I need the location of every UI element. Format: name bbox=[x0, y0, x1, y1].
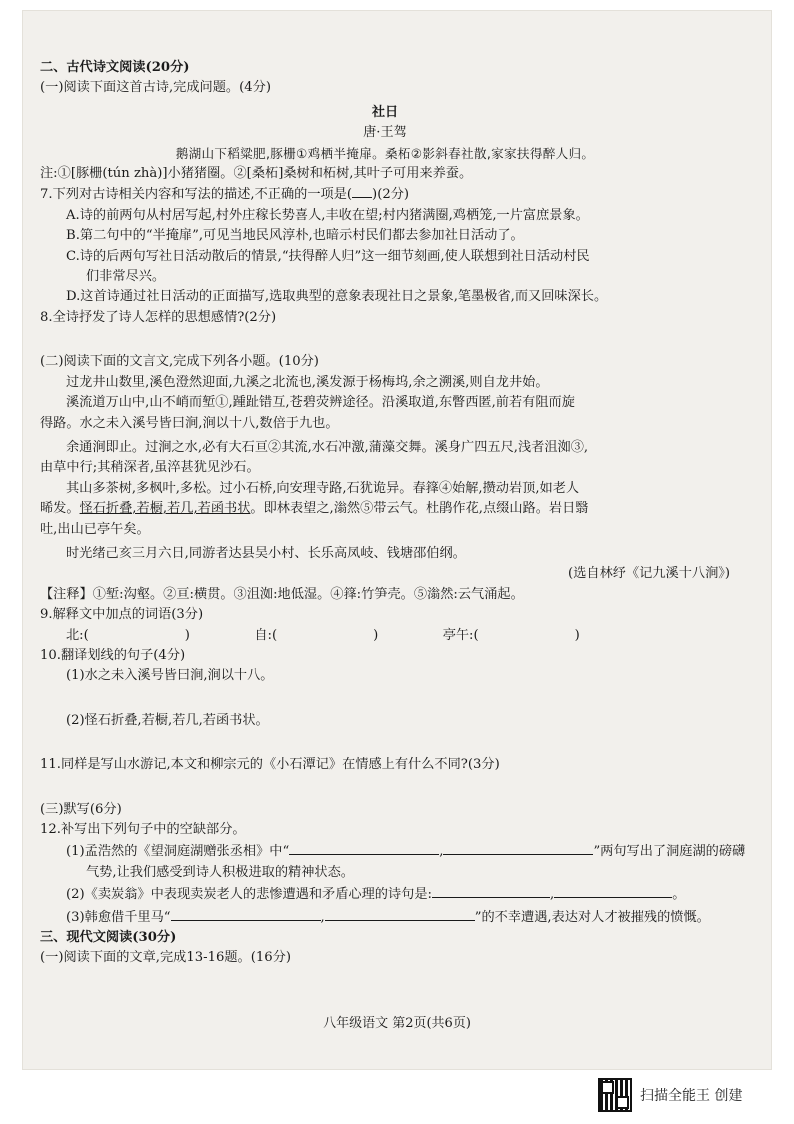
passage-p4-end: 吐,出山已亭午矣。 bbox=[40, 521, 150, 537]
passage-p2: 溪流道万山中,山不峭而堑①,踵趾错互,苍碧荧辨途径。沿溪取道,东瞥西匿,前若有阻而旋 bbox=[66, 395, 575, 411]
q12-1-blank-b[interactable] bbox=[443, 840, 593, 855]
q12-2-blank-b[interactable] bbox=[554, 883, 672, 898]
passage-p3-cont: 由草中行;其稍深者,虽淬甚犹见沙石。 bbox=[40, 460, 260, 476]
exam-content bbox=[40, 58, 746, 969]
q7-option-c: C.诗的后两句写社日活动散后的情景,“扶得醉人归”这一细节刻画,使人联想到社日活动村民 bbox=[66, 248, 590, 264]
q7-option-c-cont: 们非常尽兴。 bbox=[86, 269, 166, 285]
q9-item-bei: 北:( bbox=[66, 627, 89, 643]
q12-3-comma: , bbox=[320, 909, 325, 925]
passage-p4: 其山多茶树,多枫叶,多松。过小石桥,向安理寺路,石犹诡异。春箨④始解,攒动岩顶,如老人 bbox=[66, 480, 580, 496]
q12-item-1-cont: 气势,让我们感受到诗人积极进取的精神状态。 bbox=[86, 864, 354, 880]
scanner-label: 扫描全能王 创建 bbox=[640, 1088, 743, 1104]
passage-p4-cont bbox=[40, 499, 730, 519]
passage-notes: 【注释】①堑:沟壑。②亘:横贯。③沮洳:地低湿。④箨:竹笋壳。⑤滃然:云气涌起。 bbox=[40, 586, 524, 602]
q12-2-comma: , bbox=[550, 887, 555, 903]
qr-code-icon bbox=[598, 1078, 632, 1112]
q7-answer-blank[interactable] bbox=[352, 184, 372, 198]
q12-3-blank-a[interactable] bbox=[171, 906, 321, 921]
q12-2-text: (2)《卖炭翁》中表现卖炭老人的悲惨遭遇和矛盾心理的诗句是: bbox=[66, 887, 432, 903]
q12-3-text-end: ”的不幸遭遇,表达对人才被摧残的愤慨。 bbox=[474, 909, 710, 925]
q9-items bbox=[40, 626, 730, 646]
poem-author: 唐·王驾 bbox=[363, 125, 407, 141]
passage-p4-start: 晞发。 bbox=[40, 501, 80, 517]
q12-1-blank-a[interactable] bbox=[289, 840, 439, 855]
q12-3-text: (3)韩愈借千里马“ bbox=[66, 909, 171, 925]
q12-1-text: (1)孟浩然的《望洞庭湖赠张丞相》中“ bbox=[66, 844, 290, 860]
scanner-watermark bbox=[598, 1078, 742, 1112]
passage-p2-cont: 得路。水之未入溪号皆曰涧,涧以十八,数倍于九也。 bbox=[40, 415, 339, 431]
poem-text: 鹅湖山下稻粱肥,豚栅①鸡栖半掩扉。桑柘②影斜春社散,家家扶得醉人归。 bbox=[175, 145, 595, 161]
q9-close-2: ) bbox=[373, 627, 379, 643]
q12-1-comma: , bbox=[439, 844, 444, 860]
section2-title: 二、古代诗文阅读(20分) bbox=[40, 60, 190, 75]
q10-item-2: (2)怪石折叠,若橱,若几,若函书状。 bbox=[66, 712, 269, 728]
poem-note: 注:①[豚栅(tún zhà)]小猪猪圈。②[桑柘]桑树和柘树,其叶子可用来养蚕。 bbox=[40, 166, 473, 182]
section3-subheading: (一)阅读下面的文章,完成13-16题。(16分) bbox=[40, 950, 292, 966]
q7-option-a: A.诗的前两句从村居写起,村外庄稼长势喜人,丰收在望;村内猪满圈,鸡栖笼,一片富庶景象。 bbox=[66, 207, 589, 223]
q12-1-text-end: ”两句写出了洞庭湖的磅礴 bbox=[593, 844, 746, 860]
poem-title: 社日 bbox=[371, 104, 399, 120]
question-11: 11.同样是写山水游记,本文和柳宗元的《小石潭记》在情感上有什么不同?(3分) bbox=[40, 757, 500, 773]
question-12: 12.补写出下列句子中的空缺部分。 bbox=[40, 822, 246, 837]
q10-item-1: (1)水之未入溪号皆曰涧,涧以十八。 bbox=[66, 668, 274, 684]
q9-item-zi: 自:( bbox=[254, 627, 278, 643]
q9-close-3: ) bbox=[574, 627, 580, 643]
q7-option-b: B.第二句中的“半掩扉”,可见当地民风淳朴,也暗示村民们都去参加社日活动了。 bbox=[66, 228, 524, 244]
underlined-sentence: 怪石折叠,若橱,若几,若函书状 bbox=[79, 501, 251, 517]
q9-item-tingwu: 亭午:( bbox=[442, 627, 479, 643]
q7-stem-end: )(2分) bbox=[372, 187, 410, 203]
q12-item-1 bbox=[40, 840, 746, 862]
q9-close-1: ) bbox=[184, 627, 190, 643]
q7-stem: 7.下列对古诗相关内容和写法的描述,不正确的一项是( bbox=[40, 187, 353, 203]
passage-p1: 过龙井山数里,溪色澄然迎面,九溪之北流也,溪发源于杨梅坞,余之溯溪,则自龙井始。 bbox=[66, 374, 549, 390]
passage-p3: 余通涧即止。过涧之水,必有大石亘②其流,水石冲激,蒲藻交舞。溪身广四五尺,浅者沮洳③, bbox=[66, 439, 589, 455]
passage-p4-rest: 。即林表望之,滃然⑤带云气。杜鹃作花,点缀山路。岩日翳 bbox=[250, 501, 589, 517]
part2-heading: (二)阅读下面的文言文,完成下列各小题。(10分) bbox=[40, 354, 319, 370]
question-10: 10.翻译划线的句子(4分) bbox=[40, 647, 186, 663]
question-7 bbox=[40, 184, 730, 205]
q7-option-d: D.这首诗通过社日活动的正面描写,选取典型的意象表现社日之景象,笔墨极省,而又回味深长。 bbox=[66, 289, 608, 305]
page-footer: 八年级语文 第2页(共6页) bbox=[323, 1016, 471, 1031]
question-8: 8.全诗抒发了诗人怎样的思想感情?(2分) bbox=[40, 309, 277, 325]
part1-heading: (一)阅读下面这首古诗,完成问题。(4分) bbox=[40, 80, 271, 96]
q12-3-blank-b[interactable] bbox=[325, 906, 475, 921]
passage-source: (选自林纾《记九溪十八涧》) bbox=[568, 566, 730, 582]
q12-item-3 bbox=[40, 906, 730, 928]
q12-2-blank-a[interactable] bbox=[432, 883, 550, 898]
section3-title: 三、现代文阅读(30分) bbox=[40, 930, 177, 946]
q12-2-period: 。 bbox=[672, 887, 686, 903]
question-9: 9.解释文中加点的词语(3分) bbox=[40, 607, 204, 623]
part3-heading: (三)默写(6分) bbox=[40, 801, 122, 817]
passage-p5: 时光绪己亥三月六日,同游者达县吴小村、长乐高凤岐、钱塘邵伯纲。 bbox=[66, 545, 466, 561]
q12-item-2 bbox=[40, 883, 730, 905]
